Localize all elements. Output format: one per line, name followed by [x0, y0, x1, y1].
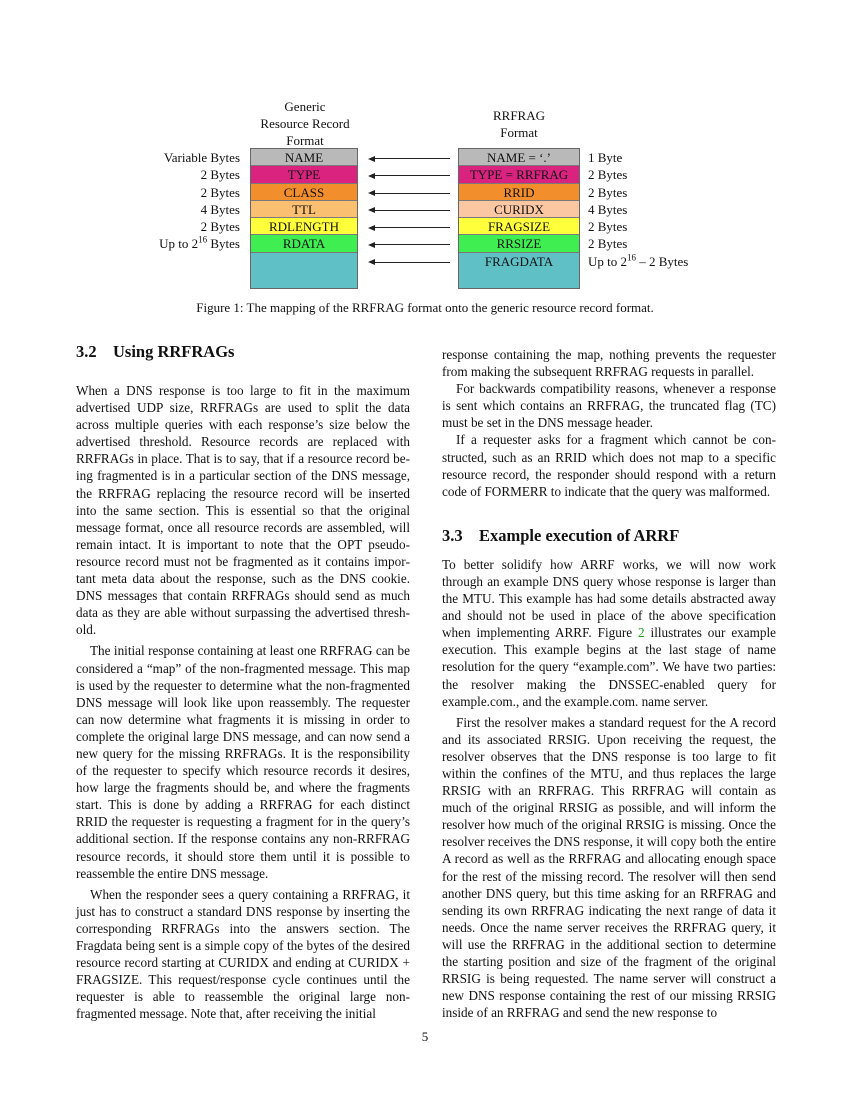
text-run: illustrates our example execution. This example begins at the last stage of name resolution for the query “example.com”. We have two parties: the resolver making the DNSSEC-enabled query for example.com., and the example.com. name server. [442, 625, 776, 709]
title-line: Generic [284, 99, 326, 114]
size-label [159, 235, 240, 252]
field-ttl: TTL [251, 201, 357, 218]
generic-format-title [250, 98, 360, 149]
size-label: 2 Bytes [588, 167, 628, 183]
field-type: TYPE = RRFRAG [459, 166, 579, 183]
field-class: CLASS [251, 184, 357, 201]
section-heading-3-3 [442, 526, 776, 546]
title-line: Format [286, 133, 324, 148]
size-label: 1 Byte [588, 150, 623, 165]
field-rrid: RRID [459, 184, 579, 201]
section-heading-3-2 [76, 342, 410, 362]
size-suffix: Bytes [207, 236, 240, 252]
paragraph: response containing the map, nothing prevents the requester from making the subsequent RRFRAG requests in parallel. [442, 347, 776, 380]
size-label: 4 Bytes [588, 201, 628, 217]
paragraph: First the resolver makes a standard request for the A record and its associated RRSIG. Upon receiving the request, the resolver observes that the DNS response is too large to fit within the confines of the MTU, and thus replaces the large RRSIG with an RRFRAG. This RRFRAG will contain as much of the original RRSIG as possible, and will inform the resolver how much of the original RRSIG is missing. Once the resolver receives the DNS response, it will copy both the entire A record as well as the RRFRAG and allocating enough space for the rest of the missing record. The resolver will then send another DNS query, but this time asking for an RRFRAG and sending its own RRFRAG indicating the next range of data it needs. Once the name server receives the RRFRAG query, it will use the RRFRAG in the additional section to determine the starting position and size of the fragment of the original RRSIG is being requested. The name server will construct a new DNS response containing the rest of our missing RRSIG inside of an RRFRAG and send the new response to [442, 714, 776, 1021]
field-rdlength: RDLENGTH [251, 218, 357, 235]
paragraph [442, 556, 776, 710]
paragraph: For backwards compatibility reasons, whenever a response is sent which contains an RRFRAG, the truncated flag (TC) must be set in the DNS message header. [442, 381, 776, 431]
arrow-left-icon [368, 201, 450, 218]
section-number: 3.2 [76, 342, 97, 361]
size-label: 2 Bytes [588, 219, 628, 235]
arrow-left-icon [368, 235, 450, 252]
size-exponent: 16 [627, 252, 636, 263]
paragraph: When the responder sees a query containing a RRFRAG, it just has to construct a standard DNS response by inserting the corresponding RRFRAGs into the answers section. The Fragdata being sent is a simple copy of the bytes of the desired resource record starting at CURIDX and ending at CURIDX + FRAGSIZE. This request/response cycle continues until the requester is able to reassemble the original large non-fragmented message. Note that, after receiving the initial [76, 886, 410, 1022]
size-label: 2 Bytes [200, 167, 240, 183]
right-column [442, 346, 776, 1021]
title-line: Resource Record [260, 116, 350, 131]
rrfrag-record-box [458, 148, 580, 289]
field-fragdata: FRAGDATA [459, 253, 579, 288]
arrow-left-icon [368, 253, 450, 270]
generic-size-labels [159, 149, 240, 253]
paragraph: When a DNS response is too large to fit in the maximum advertised UDP size, RRFRAGs are used to split the data across multiple queries with each response’s size below the advertised threshold. Resource records are replaced with RRFRAGs in place. That is to say, that if a resource record being fragmented is in a particular section of the DNS message, the RRFRAG replacing the resource record will be inserted into the same section. This is essential so that the original message format, once all resource records are assembled, will remain intact. It is important to note that the OPT pseudo-resource record must not be fragmented as it contains important meta data about the response, such as the DNS cookie. DNS messages that contain RRFRAGs should send as much data as they are able without surpassing the advertised threshold. [76, 383, 410, 638]
figure-1 [0, 0, 850, 300]
field-rdata-body [251, 253, 357, 288]
section-title: Example execution of ARRF [479, 525, 680, 545]
paragraph: If a requester asks for a fragment which cannot be constructed, such as an RRID which does not map to a specific resource record, the responder should respond with a return code of FORMERR to indicate that the query was malformed. [442, 432, 776, 499]
arrow-left-icon [368, 184, 450, 201]
size-label: 2 Bytes [200, 219, 240, 235]
page-number: 5 [421, 1029, 429, 1044]
size-label: 4 Bytes [200, 201, 240, 217]
paragraph: The initial response containing at least one RRFRAG can be considered a “map” of the non-fragmented message. This map is used by the requester to determine what the non-fragmented DNS message will look like upon reassembly. The requester can now determine what fragments it is missing in order to complete the original large DNS message, and can now send a new query for the missing RRFRAGs. It is the responsibility of the requester to specify which resource records it desires, how large the fragments should be, and where the fragments start. This is done by adding a RRFRAG for each distinct RRID the requester is requesting a fragment for in the query’s additional section. If the response contains any non-RRFRAG resource records, it should store them until it is possible to reassemble the entire DNS message. [76, 643, 410, 881]
mapping-arrows [368, 149, 450, 270]
size-label [588, 253, 688, 270]
field-curidx: CURIDX [459, 201, 579, 218]
size-prefix: Up to 2 [588, 253, 627, 269]
arrow-left-icon [368, 166, 450, 183]
text-run: To better solidify how ARRF works, we will now work through an example DNS query whose response is larger than the MTU. This example has had some details abstracted away and should not be used in place of the above specification when implementing ARRF. Figure [442, 556, 776, 641]
size-label: 2 Bytes [588, 236, 628, 252]
rrfrag-size-labels [588, 149, 688, 270]
field-name: NAME [251, 149, 357, 166]
field-rrsize: RRSIZE [459, 235, 579, 252]
size-exponent: 16 [198, 235, 208, 246]
size-label: 2 Bytes [588, 184, 628, 200]
figure-2-link[interactable]: 2 [638, 625, 645, 641]
field-fragsize: FRAGSIZE [459, 218, 579, 235]
arrow-left-icon [368, 218, 450, 235]
section-number: 3.3 [442, 525, 463, 545]
title-line: Format [500, 125, 538, 140]
size-suffix: – 2 Bytes [636, 253, 689, 269]
left-column [76, 342, 410, 1022]
field-type: TYPE [251, 166, 357, 183]
size-prefix: Up to 2 [159, 236, 199, 252]
generic-record-box [250, 148, 358, 289]
title-line: RRFRAG [492, 108, 546, 123]
arrow-left-icon [368, 149, 450, 166]
section-title: Using RRFRAGs [113, 342, 235, 361]
size-label: Variable Bytes [163, 150, 240, 165]
rrfrag-format-title [464, 107, 574, 141]
figure-caption: Figure 1: The mapping of the RRFRAG format onto the generic resource record format. [196, 300, 654, 315]
size-label: 2 Bytes [200, 184, 240, 200]
field-name: NAME = ‘.’ [459, 149, 579, 166]
field-rdata: RDATA [251, 235, 357, 252]
